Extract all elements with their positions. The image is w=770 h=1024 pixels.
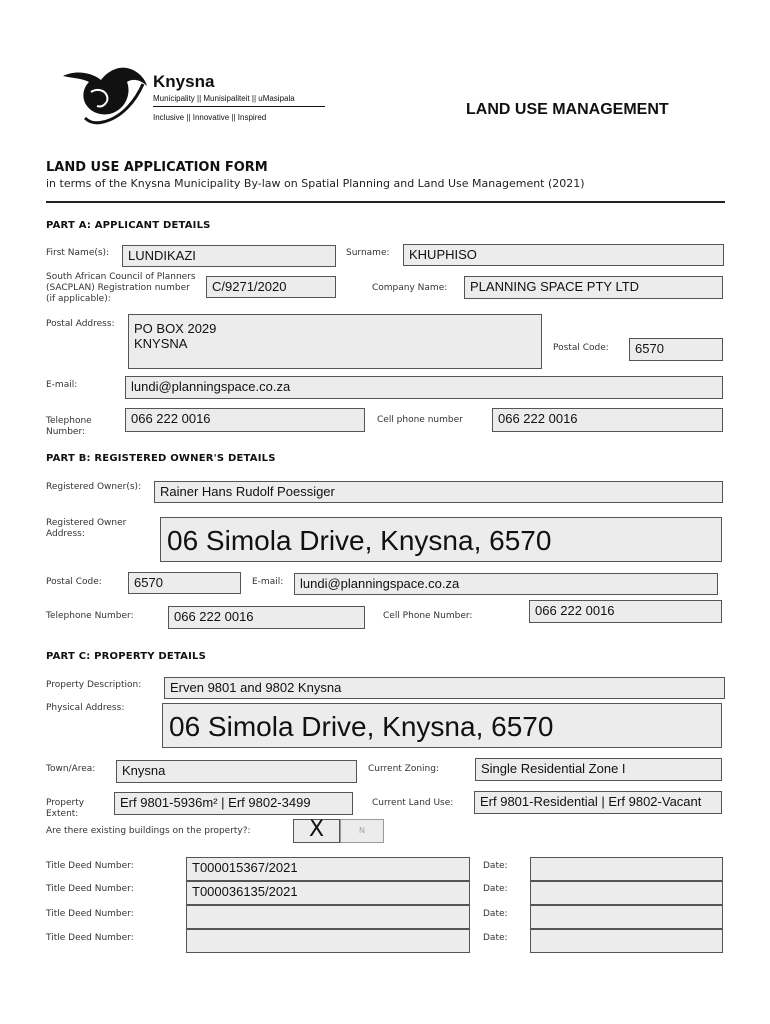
telephone-field[interactable]: 066 222 0016: [125, 408, 365, 432]
zoning-label: Current Zoning:: [368, 764, 439, 774]
postal-code-label: Postal Code:: [553, 343, 609, 353]
land-use-label: Current Land Use:: [372, 798, 454, 808]
date-field-4[interactable]: [530, 929, 723, 953]
surname-label: Surname:: [346, 248, 390, 258]
telephone-label-2: Number:: [46, 427, 86, 437]
postal-address-label: Postal Address:: [46, 319, 115, 329]
physical-address-field[interactable]: 06 Simola Drive, Knysna, 6570: [162, 703, 722, 748]
date-label: Date:: [483, 909, 508, 919]
sacplan-label-1: South African Council of Planners: [46, 272, 196, 282]
extent-label-1: Property: [46, 798, 85, 808]
sacplan-label-2: (SACPLAN) Registration number: [46, 283, 190, 293]
land-use-field[interactable]: Erf 9801-Residential | Erf 9802-Vacant: [474, 791, 722, 814]
form-title: LAND USE APPLICATION FORM: [46, 160, 268, 175]
cell-field[interactable]: 066 222 0016: [492, 408, 723, 432]
knysna-logo-icon: [55, 62, 155, 130]
email-label: E-mail:: [46, 380, 78, 390]
page-title: LAND USE MANAGEMENT: [466, 101, 669, 118]
owner-email-field[interactable]: lundi@planningspace.co.za: [294, 573, 718, 595]
sacplan-field[interactable]: C/9271/2020: [206, 276, 336, 298]
owner-cell-field[interactable]: 066 222 0016: [529, 600, 722, 623]
date-field-1[interactable]: [530, 857, 723, 881]
owner-telephone-field[interactable]: 066 222 0016: [168, 606, 365, 629]
title-deed-field-4[interactable]: [186, 929, 470, 953]
owner-label: Registered Owner(s):: [46, 482, 142, 492]
title-deed-field-2[interactable]: T000036135/2021: [186, 881, 470, 905]
town-field[interactable]: Knysna: [116, 760, 357, 783]
logo-divider: [153, 106, 325, 107]
logo-tagline: Inclusive || Innovative || Inspired: [153, 113, 267, 122]
property-description-label: Property Description:: [46, 680, 142, 690]
date-label: Date:: [483, 933, 508, 943]
company-field[interactable]: PLANNING SPACE PTY LTD: [464, 276, 723, 299]
postal-address-line-1: PO BOX 2029: [134, 321, 217, 336]
date-label: Date:: [483, 861, 508, 871]
title-deed-label: Title Deed Number:: [46, 884, 134, 894]
buildings-label: Are there existing buildings on the property?:: [46, 826, 251, 836]
extent-label-2: Extent:: [46, 809, 79, 819]
company-label: Company Name:: [372, 283, 448, 293]
date-field-2[interactable]: [530, 881, 723, 905]
date-label: Date:: [483, 884, 508, 894]
owner-postal-code-field[interactable]: 6570: [128, 572, 241, 594]
title-deed-label: Title Deed Number:: [46, 909, 134, 919]
buildings-yes-checkbox[interactable]: X: [293, 819, 340, 843]
part-c-heading: PART C: PROPERTY DETAILS: [46, 651, 207, 662]
owner-field[interactable]: Rainer Hans Rudolf Poessiger: [154, 481, 723, 503]
zoning-field[interactable]: Single Residential Zone I: [475, 758, 722, 781]
first-name-label: First Name(s):: [46, 248, 110, 258]
telephone-label-1: Telephone: [46, 416, 92, 426]
logo-name: Knysna: [153, 72, 215, 91]
owner-cell-label: Cell Phone Number:: [383, 611, 473, 621]
owner-address-field[interactable]: 06 Simola Drive, Knysna, 6570: [160, 517, 722, 562]
owner-address-label-2: Address:: [46, 529, 85, 539]
form-subtitle: in terms of the Knysna Municipality By-law on Spatial Planning and Land Use Management (2021): [46, 177, 585, 190]
cell-label: Cell phone number: [377, 415, 463, 425]
extent-field[interactable]: Erf 9801-5936m² | Erf 9802-3499: [114, 792, 353, 815]
part-a-heading: PART A: APPLICANT DETAILS: [46, 220, 211, 231]
sacplan-label-3: (if applicable):: [46, 294, 111, 304]
town-label: Town/Area:: [46, 764, 96, 774]
surname-field[interactable]: KHUPHISO: [403, 244, 724, 266]
physical-address-label: Physical Address:: [46, 703, 125, 713]
postal-address-field[interactable]: [128, 314, 542, 369]
property-description-field[interactable]: Erven 9801 and 9802 Knysna: [164, 677, 725, 699]
logo-subtitle: Municipality || Munisipaliteit || uMasipala: [153, 94, 295, 103]
title-deed-label: Title Deed Number:: [46, 933, 134, 943]
email-field[interactable]: lundi@planningspace.co.za: [125, 376, 723, 399]
postal-address-line-2: KNYSNA: [134, 336, 188, 351]
part-b-heading: PART B: REGISTERED OWNER'S DETAILS: [46, 453, 276, 464]
owner-postal-code-label: Postal Code:: [46, 577, 102, 587]
owner-email-label: E-mail:: [252, 577, 284, 587]
postal-code-field[interactable]: 6570: [629, 338, 723, 361]
first-name-field[interactable]: LUNDIKAZI: [122, 245, 336, 267]
date-field-3[interactable]: [530, 905, 723, 929]
header-divider: [46, 201, 725, 203]
title-deed-field-3[interactable]: [186, 905, 470, 929]
owner-address-label-1: Registered Owner: [46, 518, 127, 528]
title-deed-field-1[interactable]: T000015367/2021: [186, 857, 470, 881]
buildings-no-checkbox[interactable]: N: [340, 819, 384, 843]
title-deed-label: Title Deed Number:: [46, 861, 134, 871]
owner-telephone-label: Telephone Number:: [46, 611, 134, 621]
